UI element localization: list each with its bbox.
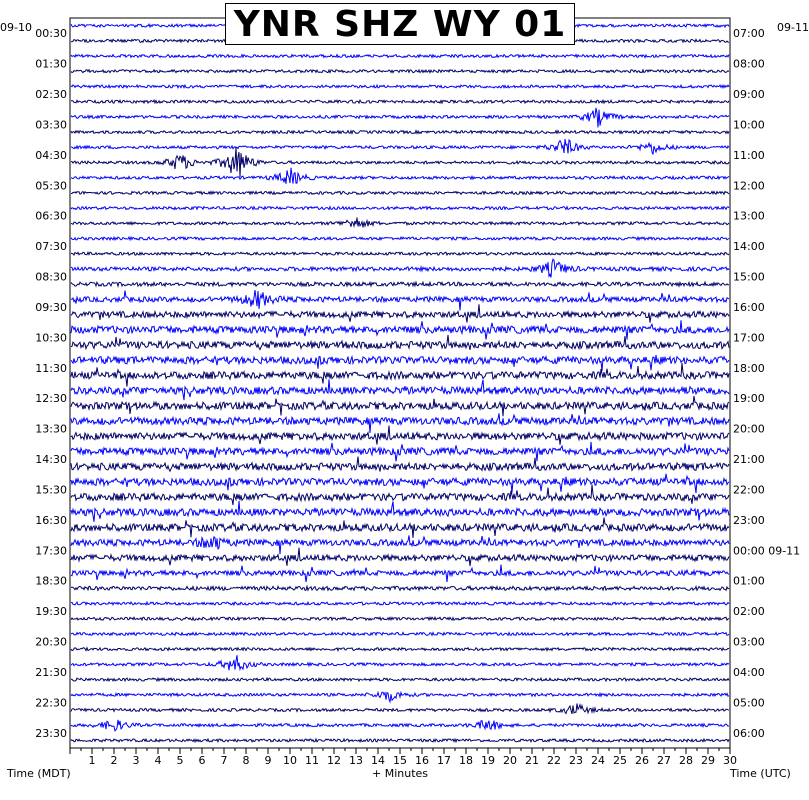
left-time-label: 01:30 — [35, 57, 67, 71]
right-time-label: 14:00 — [733, 240, 765, 254]
right-time-label: 02:00 — [733, 605, 765, 619]
right-time-label: 23:00 — [733, 513, 765, 527]
right-time-label: 22:00 — [733, 483, 765, 497]
x-tick-label: 2 — [110, 754, 118, 767]
x-tick-label: 5 — [176, 754, 184, 767]
right-axis-title: Time (UTC) — [730, 767, 791, 780]
x-tick-label: 11 — [305, 754, 319, 767]
left-time-label: 19:30 — [35, 605, 67, 619]
plot-frame — [70, 18, 730, 748]
x-tick-label: 25 — [613, 754, 627, 767]
right-time-axis — [733, 27, 800, 740]
right-time-label: 01:00 — [733, 574, 765, 588]
x-tick-label: 16 — [415, 754, 429, 767]
left-time-label: 05:30 — [35, 179, 67, 193]
left-time-label: 17:30 — [35, 544, 67, 558]
right-time-label: 00:00 09-11 — [733, 544, 801, 558]
x-tick-label: 6 — [198, 754, 206, 767]
right-time-label: 11:00 — [733, 148, 765, 162]
x-tick-label: 20 — [503, 754, 517, 767]
left-time-label: 04:30 — [35, 148, 67, 162]
left-axis-title: Time (MDT) — [7, 767, 71, 780]
right-time-label: 07:00 — [733, 27, 765, 41]
right-time-label: 06:00 — [733, 726, 765, 740]
x-tick-label: 18 — [459, 754, 473, 767]
left-time-label: 00:30 — [35, 27, 67, 41]
right-time-label: 04:00 — [733, 665, 765, 679]
right-time-label: 08:00 — [733, 57, 765, 71]
right-time-label: 15:00 — [733, 270, 765, 284]
x-axis-title: + Minutes — [372, 767, 429, 780]
x-tick-label: 27 — [657, 754, 671, 767]
left-time-label: 11:30 — [35, 361, 67, 375]
x-tick-label: 15 — [393, 754, 407, 767]
left-time-label: 10:30 — [35, 331, 67, 345]
x-tick-label: 21 — [525, 754, 539, 767]
left-time-label: 09:30 — [35, 300, 67, 314]
left-time-label: 12:30 — [35, 392, 67, 406]
x-tick-label: 12 — [327, 754, 341, 767]
left-time-axis — [35, 27, 67, 740]
left-time-label: 02:30 — [35, 88, 67, 102]
right-time-label: 19:00 — [733, 392, 765, 406]
right-time-label: 09:00 — [733, 88, 765, 102]
left-time-label: 22:30 — [35, 696, 67, 710]
x-tick-label: 29 — [701, 754, 715, 767]
x-tick-label: 9 — [264, 754, 272, 767]
left-time-label: 20:30 — [35, 635, 67, 649]
x-tick-label: 1 — [88, 754, 96, 767]
left-time-label: 14:30 — [35, 453, 67, 467]
x-tick-label: 22 — [547, 754, 561, 767]
x-tick-label: 13 — [349, 754, 363, 767]
x-tick-label: 17 — [437, 754, 451, 767]
right-time-label: 03:00 — [733, 635, 765, 649]
left-time-label: 16:30 — [35, 513, 67, 527]
right-time-label: 10:00 — [733, 118, 765, 132]
right-time-label: 12:00 — [733, 179, 765, 193]
x-tick-label: 10 — [283, 754, 297, 767]
left-time-label: 13:30 — [35, 422, 67, 436]
x-tick-label: 4 — [154, 754, 162, 767]
x-tick-label: 3 — [132, 754, 140, 767]
left-time-label: 06:30 — [35, 209, 67, 223]
right-time-label: 05:00 — [733, 696, 765, 710]
x-tick-label: 7 — [220, 754, 228, 767]
right-time-label: 21:00 — [733, 453, 765, 467]
left-date-label: 09-10 — [0, 21, 32, 34]
x-tick-label: 30 — [723, 754, 737, 767]
x-tick-label: 14 — [371, 754, 385, 767]
chart-title: YNR SHZ WY 01 — [225, 3, 575, 45]
left-time-label: 21:30 — [35, 665, 67, 679]
x-tick-label: 26 — [635, 754, 649, 767]
left-time-label: 23:30 — [35, 726, 67, 740]
left-time-label: 07:30 — [35, 240, 67, 254]
left-time-label: 18:30 — [35, 574, 67, 588]
right-time-label: 17:00 — [733, 331, 765, 345]
x-tick-label: 19 — [481, 754, 495, 767]
minutes-axis — [70, 748, 737, 767]
right-date-label: 09-11 — [777, 21, 809, 34]
right-time-label: 13:00 — [733, 209, 765, 223]
left-time-label: 03:30 — [35, 118, 67, 132]
right-time-label: 16:00 — [733, 300, 765, 314]
x-tick-label: 24 — [591, 754, 605, 767]
right-time-label: 18:00 — [733, 361, 765, 375]
left-time-label: 08:30 — [35, 270, 67, 284]
x-tick-label: 23 — [569, 754, 583, 767]
x-tick-label: 8 — [242, 754, 250, 767]
right-time-label: 20:00 — [733, 422, 765, 436]
x-tick-label: 28 — [679, 754, 693, 767]
left-time-label: 15:30 — [35, 483, 67, 497]
